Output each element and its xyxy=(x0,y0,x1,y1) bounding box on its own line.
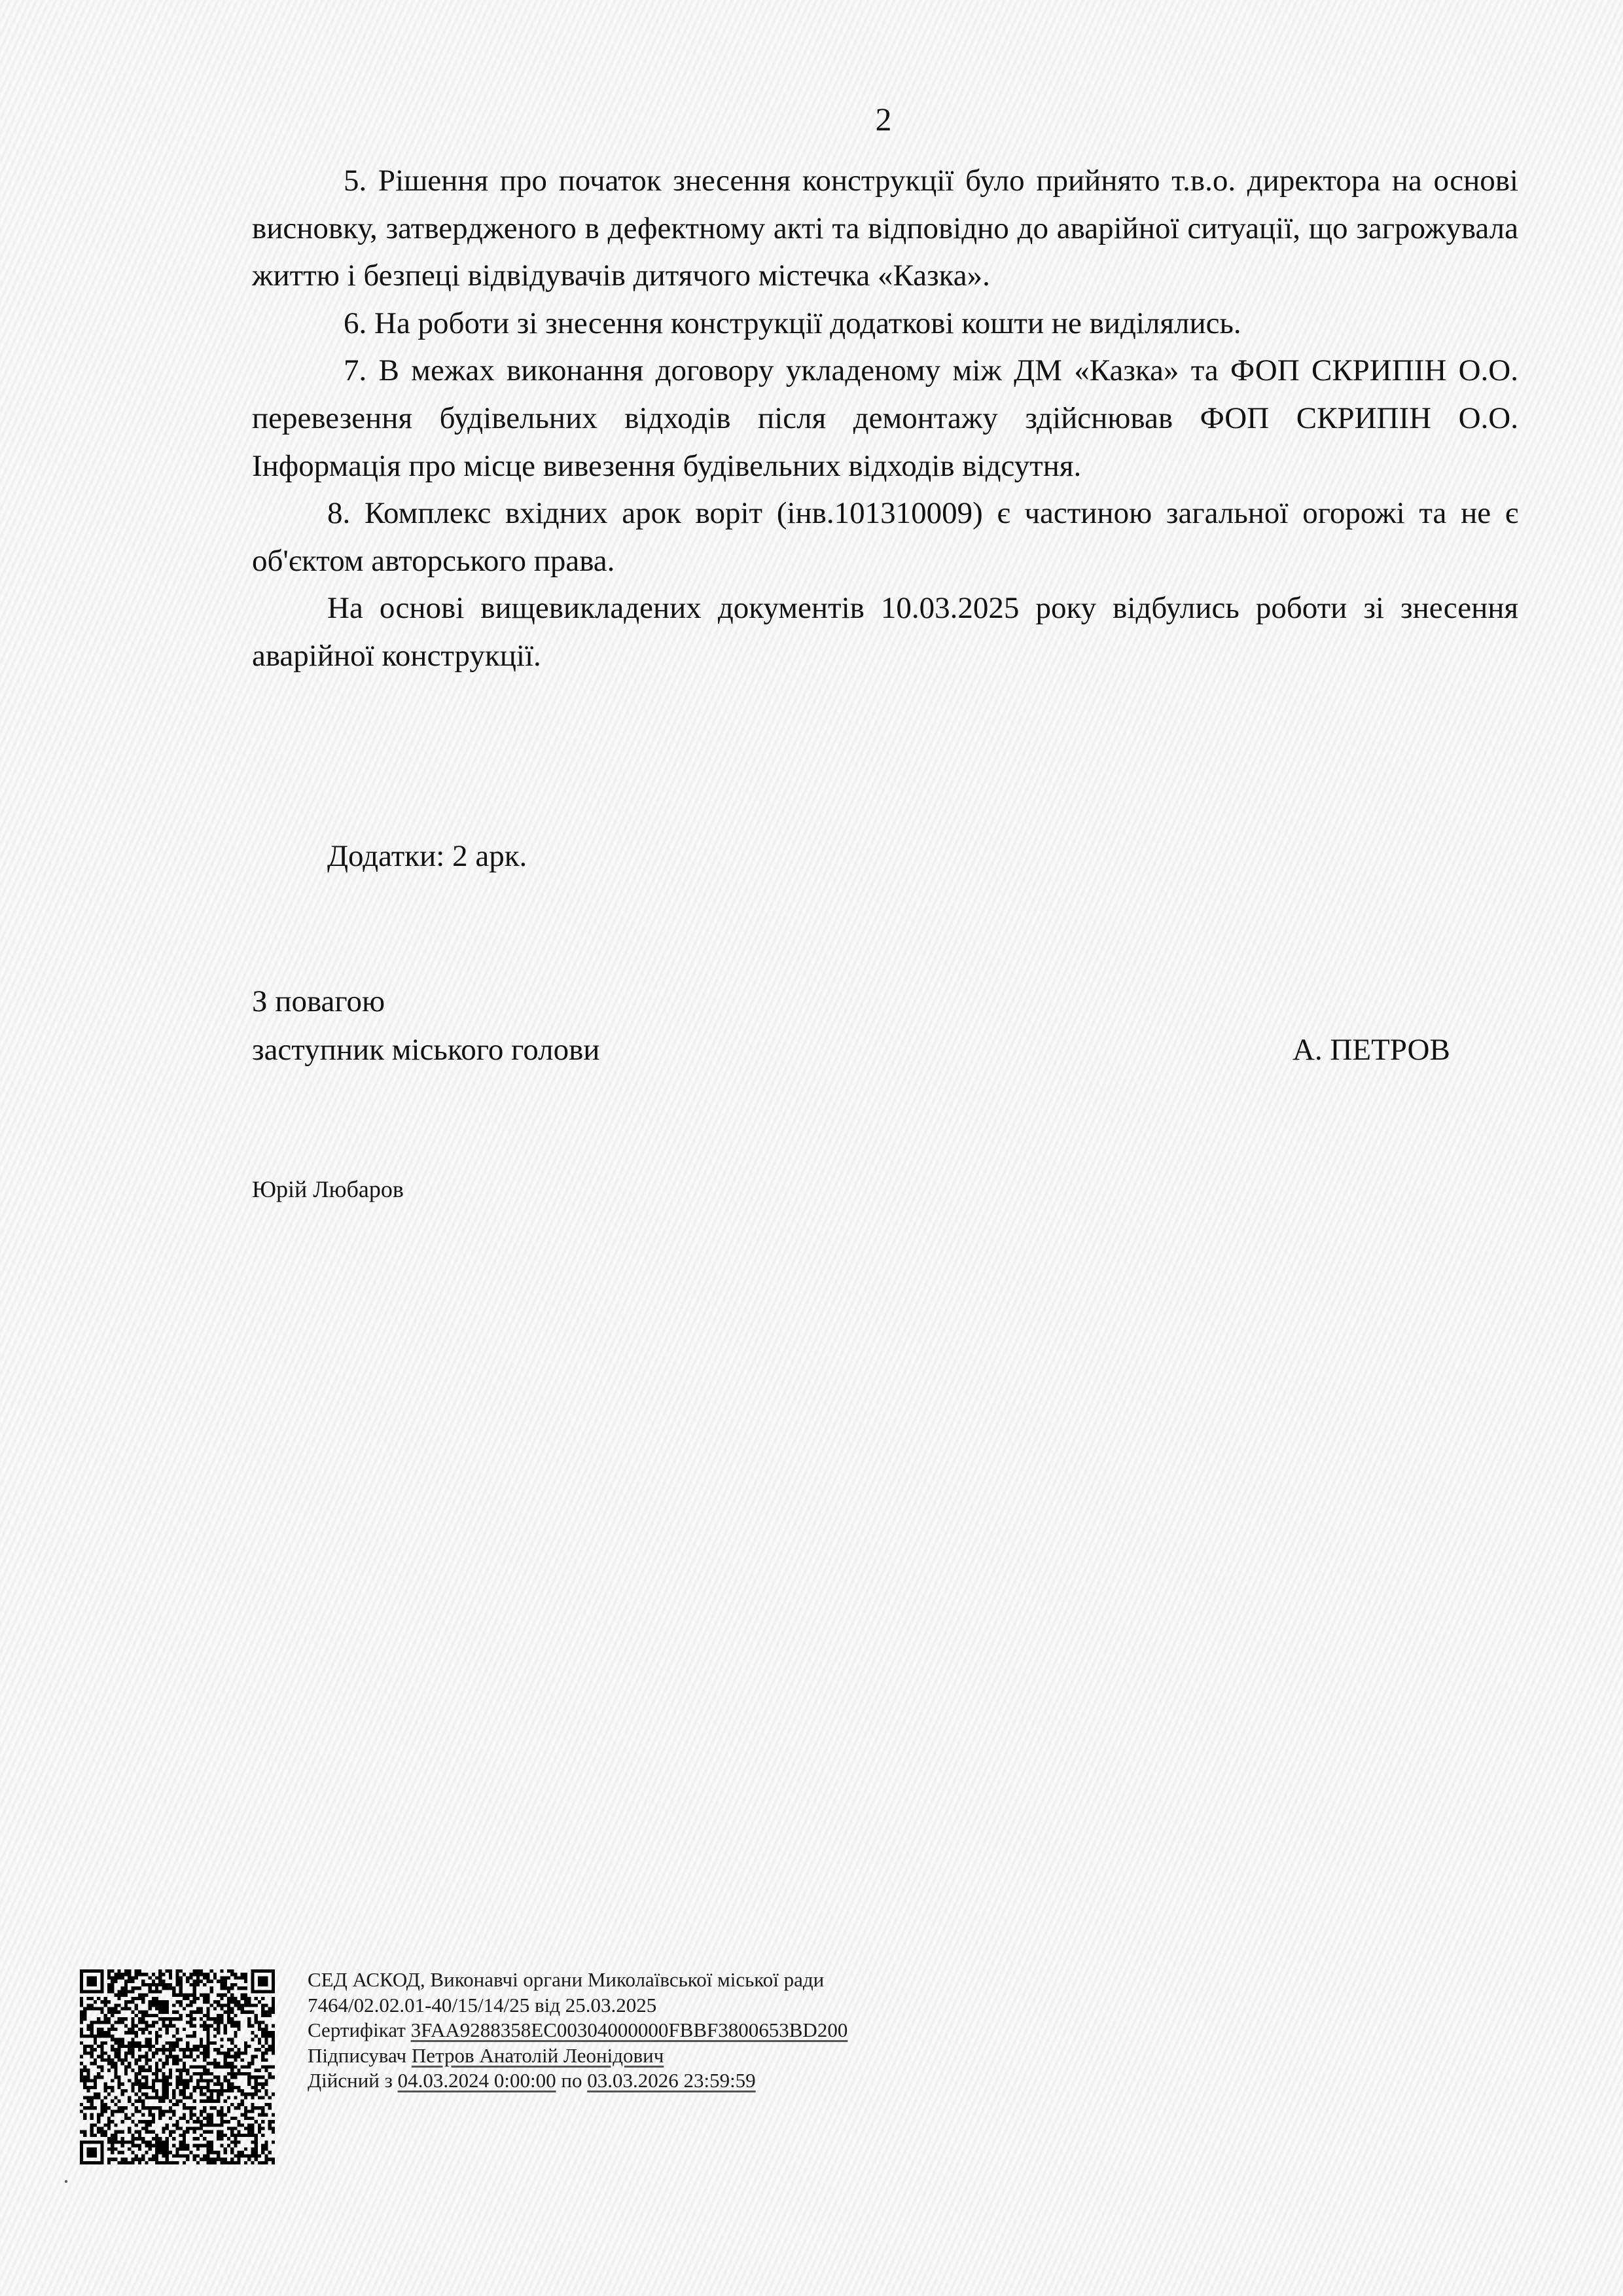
scan-artifact-dot xyxy=(65,2180,67,2183)
stamp-system: СЕД АСКОД, Виконавчі органи Миколаївської міської ради xyxy=(308,1968,825,1991)
signer-label: Підписувач xyxy=(308,2043,407,2067)
signer-value: Петров Анатолій Леонідович xyxy=(411,2043,664,2067)
signer-name: А. ПЕТРОВ xyxy=(1293,1033,1450,1067)
stamp-registration: 7464/02.02.01-40/15/14/25 від 25.03.2025 xyxy=(308,1993,657,2017)
qr-code-icon xyxy=(80,1969,275,2164)
valid-from: 04.03.2024 0:00:00 xyxy=(397,2069,556,2092)
letter-body xyxy=(252,157,1518,680)
valid-to: 03.03.2026 23:59:59 xyxy=(587,2069,756,2092)
valid-to-label: по xyxy=(561,2069,582,2092)
conclusion-paragraph: На основі вищевикладених документів 10.03.2025 року відбулись роботи зі знесення аварійної конструкції. xyxy=(252,591,1518,673)
paragraph-7: 7. В межах виконання договору укладеному між ДМ «Казка» та ФОП СКРИПІН О.О. перевезення будівельних відходів після демонтажу здійснював ФОП СКРИПІН О.О. Інформація про місце вивезення будівельних відходів відсутня. xyxy=(252,353,1518,483)
page-number: 2 xyxy=(875,101,892,137)
executor-name: Юрій Любаров xyxy=(252,1176,404,1202)
stamp-signer-row xyxy=(308,2043,847,2069)
attachments-note: Додатки: 2 арк. xyxy=(327,839,527,873)
valid-label: Дійсний з xyxy=(308,2069,393,2092)
closing-regards: З повагою xyxy=(252,984,385,1018)
paragraph-5: 5. Рішення про початок знесення конструкції було прийнято т.в.о. директора на основі висновку, затвердженого в дефектному акті та відповідно до аварійної ситуації, що загрожувала життю і безпеці відвідувачів дитячого містечка «Казка». xyxy=(252,164,1518,293)
paragraph-8: 8. Комплекс вхідних арок воріт (інв.101310009) є частиною загальної огорожі та не є об'єктом авторського права. xyxy=(252,496,1518,578)
stamp-certificate-row xyxy=(308,2018,847,2043)
certificate-value: 3FAA9288358EC00304000000FBBF3800653BD200 xyxy=(410,2018,848,2041)
paragraph-6: 6. На роботи зі знесення конструкції додаткові кошти не виділялись. xyxy=(344,306,1241,340)
stamp-validity-row xyxy=(308,2068,847,2094)
certificate-label: Сертифікат xyxy=(308,2018,406,2041)
e-signature-stamp xyxy=(308,1967,847,2094)
signer-position: заступник міського голови xyxy=(252,1033,600,1067)
